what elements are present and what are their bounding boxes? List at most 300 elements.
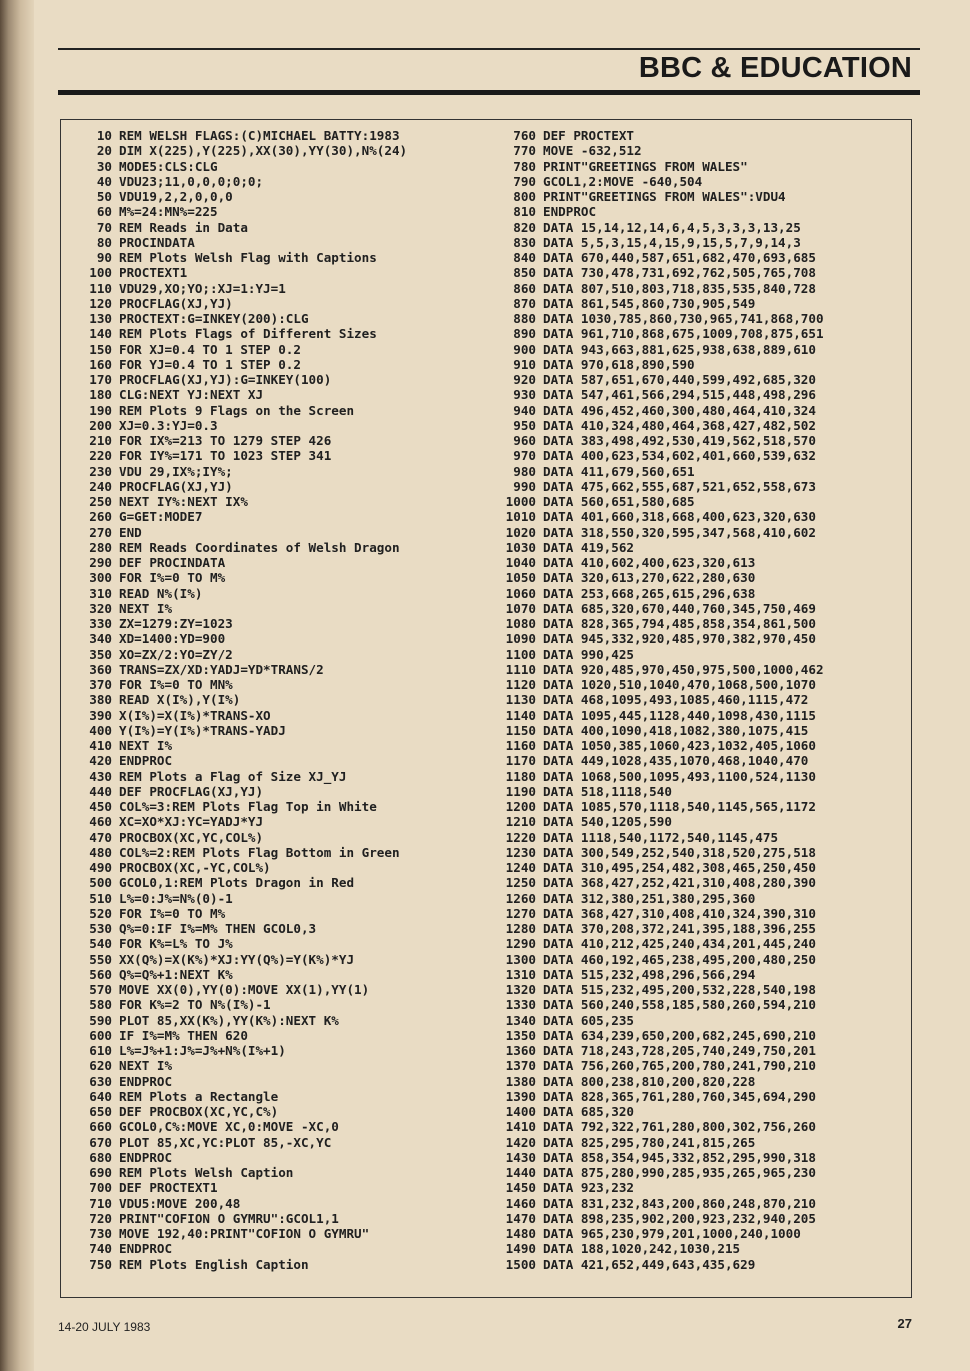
code-line bbox=[494, 662, 824, 677]
line-number: 400 bbox=[89, 722, 112, 738]
line-statement: MOVE XX(0),YY(0):MOVE XX(1),YY(1) bbox=[119, 982, 370, 997]
line-number: 1080 bbox=[505, 616, 536, 631]
line-statement: MOVE -632,512 bbox=[543, 143, 642, 159]
line-number: 970 bbox=[513, 448, 536, 464]
code-line bbox=[494, 220, 824, 235]
code-line bbox=[494, 143, 824, 158]
code-line bbox=[70, 616, 407, 631]
line-number: 270 bbox=[89, 524, 112, 540]
line-number: 1310 bbox=[505, 966, 536, 982]
line-statement: REM Plots Welsh Flag with Captions bbox=[119, 250, 377, 265]
code-line bbox=[70, 1089, 407, 1104]
line-statement: PROCFLAG(XJ,YJ) bbox=[119, 478, 233, 494]
line-statement: DATA 370,208,372,241,395,188,396,255 bbox=[543, 921, 816, 936]
line-number: 220 bbox=[89, 448, 112, 464]
line-statement: DEF PROCBOX(XC,YC,C%) bbox=[119, 1104, 279, 1119]
line-number: 430 bbox=[89, 768, 112, 784]
code-line bbox=[70, 891, 407, 906]
line-number: 700 bbox=[89, 1180, 112, 1196]
code-line bbox=[70, 860, 407, 875]
line-number: 900 bbox=[513, 341, 536, 357]
line-number: 680 bbox=[89, 1149, 112, 1165]
code-line bbox=[494, 601, 824, 616]
code-line bbox=[70, 220, 407, 235]
line-number: 560 bbox=[89, 966, 112, 982]
line-number: 1140 bbox=[505, 707, 536, 723]
line-statement: PROCBOX(XC,-YC,COL%) bbox=[119, 860, 271, 875]
line-number: 1050 bbox=[505, 570, 536, 586]
line-statement: FOR I%=0 TO M% bbox=[119, 905, 226, 921]
code-line bbox=[494, 891, 824, 906]
line-statement: REM WELSH FLAGS:(C)MICHAEL BATTY:1983 bbox=[119, 128, 400, 143]
code-line bbox=[70, 159, 407, 174]
line-statement: DATA 685,320 bbox=[543, 1104, 634, 1119]
line-number: 1110 bbox=[505, 661, 536, 677]
code-line bbox=[494, 128, 824, 143]
line-number: 1100 bbox=[505, 646, 536, 662]
line-number: 500 bbox=[89, 875, 112, 891]
code-line bbox=[70, 723, 407, 738]
code-line bbox=[494, 1226, 824, 1241]
code-line bbox=[70, 647, 407, 662]
line-number: 1180 bbox=[505, 768, 536, 784]
code-line bbox=[494, 479, 824, 494]
line-number: 550 bbox=[89, 951, 112, 967]
line-statement: L%=J%+1:J%=J%+N%(I%+1) bbox=[119, 1043, 286, 1058]
code-line bbox=[494, 281, 824, 296]
code-line bbox=[494, 448, 824, 463]
line-statement: DATA 468,1095,493,1085,460,1115,472 bbox=[543, 692, 809, 708]
code-line bbox=[70, 601, 407, 616]
line-number: 410 bbox=[89, 738, 112, 753]
line-number: 1290 bbox=[505, 936, 536, 952]
line-number: 1420 bbox=[505, 1134, 536, 1150]
listing-column-right bbox=[494, 128, 824, 1272]
page-number: 27 bbox=[897, 1316, 912, 1331]
code-line bbox=[70, 830, 407, 845]
code-line bbox=[70, 784, 407, 799]
line-number: 920 bbox=[513, 372, 536, 387]
code-line bbox=[494, 204, 824, 219]
line-statement: GCOL0,C%:MOVE XC,0:MOVE -XC,0 bbox=[119, 1119, 339, 1135]
code-line bbox=[494, 936, 824, 951]
line-statement: DATA 756,260,765,200,780,241,790,210 bbox=[543, 1058, 816, 1074]
code-line bbox=[494, 1074, 824, 1089]
line-statement: DATA 515,232,498,296,566,294 bbox=[543, 966, 756, 982]
line-number: 1460 bbox=[505, 1195, 536, 1211]
line-statement: DATA 861,545,860,730,905,549 bbox=[543, 295, 756, 311]
code-line bbox=[494, 159, 824, 174]
line-number: 1300 bbox=[505, 951, 536, 967]
line-number: 1440 bbox=[505, 1165, 536, 1180]
line-statement: CLG:NEXT YJ:NEXT XJ bbox=[119, 387, 264, 403]
code-line bbox=[70, 296, 407, 311]
line-statement: REM Plots Flags of Different Sizes bbox=[119, 326, 377, 342]
line-statement: GCOL0,1:REM Plots Dragon in Red bbox=[119, 875, 355, 891]
line-number: 1270 bbox=[505, 905, 536, 921]
code-line bbox=[494, 525, 824, 540]
code-line bbox=[494, 952, 824, 967]
line-number: 730 bbox=[89, 1226, 112, 1241]
line-number: 640 bbox=[89, 1088, 112, 1104]
line-number: 1170 bbox=[505, 753, 536, 769]
line-statement: DATA 410,324,480,464,368,427,482,502 bbox=[543, 417, 816, 433]
line-number: 190 bbox=[89, 402, 112, 418]
line-statement: PLOT 85,XX(K%),YY(K%):NEXT K% bbox=[119, 1012, 339, 1028]
code-line bbox=[494, 1257, 824, 1272]
line-statement: XO=ZX/2:YO=ZY/2 bbox=[119, 646, 233, 662]
code-line bbox=[494, 494, 824, 509]
line-statement: DATA 858,354,945,332,852,295,990,318 bbox=[543, 1149, 816, 1165]
code-line bbox=[494, 997, 824, 1012]
line-number: 1230 bbox=[505, 844, 536, 860]
line-number: 1030 bbox=[505, 539, 536, 555]
line-statement: MODE5:CLS:CLG bbox=[119, 158, 218, 174]
line-number: 1450 bbox=[505, 1180, 536, 1196]
code-line bbox=[494, 677, 824, 692]
code-line bbox=[70, 265, 407, 280]
code-line bbox=[70, 189, 407, 204]
line-statement: VDU19,2,2,0,0,0 bbox=[119, 189, 233, 204]
code-line bbox=[494, 860, 824, 875]
line-statement: NEXT I% bbox=[119, 738, 173, 753]
code-line bbox=[494, 845, 824, 860]
section-title: BBC & EDUCATION bbox=[638, 52, 912, 84]
code-line bbox=[494, 723, 824, 738]
line-statement: COL%=3:REM Plots Flag Top in White bbox=[119, 799, 377, 814]
line-statement: FOR I%=0 TO M% bbox=[119, 570, 226, 586]
line-statement: DEF PROCINDATA bbox=[119, 555, 226, 570]
line-statement: DATA 400,623,534,602,401,660,539,632 bbox=[543, 448, 816, 464]
line-number: 1160 bbox=[505, 738, 536, 753]
line-number: 230 bbox=[89, 463, 112, 479]
line-statement: ENDPROC bbox=[119, 1149, 173, 1165]
line-statement: XJ=0.3:YJ=0.3 bbox=[119, 417, 218, 433]
line-statement: DATA 792,322,761,280,800,302,756,260 bbox=[543, 1119, 816, 1135]
line-statement: DATA 318,550,320,595,347,568,410,602 bbox=[543, 524, 816, 540]
line-statement: M%=24:MN%=225 bbox=[119, 204, 218, 220]
line-statement: ZX=1279:ZY=1023 bbox=[119, 616, 233, 631]
code-line bbox=[70, 1013, 407, 1028]
line-number: 100 bbox=[89, 265, 112, 281]
line-number: 710 bbox=[89, 1195, 112, 1211]
line-statement: DATA 970,618,890,590 bbox=[543, 356, 695, 372]
line-statement: COL%=2:REM Plots Flag Bottom in Green bbox=[119, 844, 400, 860]
line-number: 570 bbox=[89, 982, 112, 997]
line-number: 210 bbox=[89, 433, 112, 448]
code-line bbox=[70, 708, 407, 723]
line-number: 310 bbox=[89, 585, 112, 601]
line-statement: DATA 875,280,990,285,935,265,965,230 bbox=[543, 1165, 816, 1180]
line-number: 340 bbox=[89, 631, 112, 647]
line-number: 1470 bbox=[505, 1210, 536, 1226]
line-number: 1190 bbox=[505, 783, 536, 799]
code-line bbox=[494, 250, 824, 265]
code-line bbox=[494, 708, 824, 723]
line-number: 120 bbox=[89, 295, 112, 311]
code-line bbox=[70, 250, 407, 265]
code-line bbox=[70, 967, 407, 982]
line-number: 610 bbox=[89, 1043, 112, 1058]
line-statement: Q%=0:IF I%=M% THEN GCOL0,3 bbox=[119, 921, 317, 936]
line-number: 830 bbox=[513, 234, 536, 250]
code-line bbox=[494, 342, 824, 357]
line-number: 1430 bbox=[505, 1149, 536, 1165]
code-line bbox=[70, 936, 407, 951]
code-line bbox=[70, 1180, 407, 1195]
line-statement: XC=XO*XJ:YC=YADJ*YJ bbox=[119, 814, 264, 830]
code-line bbox=[494, 1013, 824, 1028]
line-number: 380 bbox=[89, 692, 112, 708]
code-line bbox=[70, 143, 407, 158]
line-statement: REM Reads Coordinates of Welsh Dragon bbox=[119, 539, 400, 555]
line-statement: DATA 1085,570,1118,540,1145,565,1172 bbox=[543, 799, 816, 814]
line-number: 1350 bbox=[505, 1027, 536, 1043]
line-statement: REM Plots 9 Flags on the Screen bbox=[119, 402, 355, 418]
code-line bbox=[70, 479, 407, 494]
code-line bbox=[494, 982, 824, 997]
code-line bbox=[494, 1180, 824, 1195]
code-line bbox=[494, 799, 824, 814]
line-statement: DATA 685,320,670,440,760,345,750,469 bbox=[543, 600, 816, 616]
line-statement: PROCBOX(XC,YC,COL%) bbox=[119, 829, 264, 845]
line-statement: REM Plots a Rectangle bbox=[119, 1088, 279, 1104]
line-number: 960 bbox=[513, 433, 536, 448]
line-number: 1370 bbox=[505, 1058, 536, 1074]
line-statement: VDU29,XO;YO;:XJ=1:YJ=1 bbox=[119, 280, 286, 296]
code-line bbox=[70, 677, 407, 692]
line-statement: FOR K%=L% TO J% bbox=[119, 936, 233, 952]
line-statement: DATA 828,365,794,485,858,354,861,500 bbox=[543, 616, 816, 631]
line-statement: DEF PROCTEXT1 bbox=[119, 1180, 218, 1196]
line-statement: DATA 188,1020,242,1030,215 bbox=[543, 1241, 741, 1257]
code-line bbox=[494, 265, 824, 280]
code-line bbox=[70, 464, 407, 479]
line-number: 1400 bbox=[505, 1104, 536, 1119]
code-line bbox=[494, 906, 824, 921]
line-number: 1130 bbox=[505, 692, 536, 708]
code-line bbox=[70, 906, 407, 921]
line-statement: DATA 1020,510,1040,470,1068,500,1070 bbox=[543, 677, 816, 692]
line-number: 40 bbox=[96, 173, 112, 189]
line-number: 300 bbox=[89, 570, 112, 586]
line-number: 280 bbox=[89, 539, 112, 555]
line-statement: TRANS=ZX/XD:YADJ=YD*TRANS/2 bbox=[119, 661, 324, 677]
code-line bbox=[70, 738, 407, 753]
line-statement: DIM X(225),Y(225),XX(30),YY(30),N%(24) bbox=[119, 143, 408, 159]
line-statement: DATA 312,380,251,380,295,360 bbox=[543, 890, 756, 906]
line-statement: DATA 898,235,902,200,923,232,940,205 bbox=[543, 1210, 816, 1226]
line-statement: ENDPROC bbox=[543, 204, 597, 220]
line-statement: PROCTEXT1 bbox=[119, 265, 188, 281]
code-line bbox=[494, 1241, 824, 1256]
line-statement: G=GET:MODE7 bbox=[119, 509, 203, 525]
line-statement: DATA 945,332,920,485,970,382,970,450 bbox=[543, 631, 816, 647]
line-statement: DATA 5,5,3,15,4,15,9,15,5,7,9,14,3 bbox=[543, 234, 801, 250]
code-line bbox=[70, 204, 407, 219]
line-number: 760 bbox=[513, 128, 536, 143]
line-number: 1200 bbox=[505, 799, 536, 814]
code-line bbox=[494, 1135, 824, 1150]
line-statement: REM Plots Welsh Caption bbox=[119, 1165, 294, 1180]
code-line bbox=[70, 311, 407, 326]
line-statement: X(I%)=X(I%)*TRANS-XO bbox=[119, 707, 271, 723]
line-number: 990 bbox=[513, 478, 536, 494]
line-statement: FOR IY%=171 TO 1023 STEP 341 bbox=[119, 448, 332, 464]
line-statement: DATA 828,365,761,280,760,345,694,290 bbox=[543, 1088, 816, 1104]
code-line bbox=[494, 1058, 824, 1073]
code-line bbox=[70, 1226, 407, 1241]
page-spine-shadow bbox=[0, 0, 34, 1371]
code-line bbox=[70, 1058, 407, 1073]
line-number: 130 bbox=[89, 311, 112, 326]
code-line bbox=[70, 799, 407, 814]
line-number: 180 bbox=[89, 387, 112, 403]
line-statement: DATA 547,461,566,294,515,448,498,296 bbox=[543, 387, 816, 403]
line-statement: DATA 1118,540,1172,540,1145,475 bbox=[543, 829, 779, 845]
line-number: 460 bbox=[89, 814, 112, 830]
line-number: 50 bbox=[96, 189, 112, 204]
code-line bbox=[70, 1074, 407, 1089]
line-statement: PROCFLAG(XJ,YJ):G=INKEY(100) bbox=[119, 372, 332, 387]
line-number: 750 bbox=[89, 1256, 112, 1272]
line-number: 1070 bbox=[505, 600, 536, 616]
line-number: 600 bbox=[89, 1027, 112, 1043]
line-number: 950 bbox=[513, 417, 536, 433]
line-statement: DATA 400,1090,418,1082,380,1075,415 bbox=[543, 722, 809, 738]
line-statement: PRINT"GREETINGS FROM WALES" bbox=[543, 158, 748, 174]
code-line bbox=[70, 875, 407, 890]
line-number: 160 bbox=[89, 356, 112, 372]
line-statement: Y(I%)=Y(I%)*TRANS-YADJ bbox=[119, 722, 286, 738]
line-statement: DATA 1050,385,1060,423,1032,405,1060 bbox=[543, 738, 816, 753]
line-statement: REM Plots English Caption bbox=[119, 1256, 309, 1272]
line-statement: DATA 401,660,318,668,400,623,320,630 bbox=[543, 509, 816, 525]
line-number: 800 bbox=[513, 189, 536, 204]
code-line bbox=[70, 1257, 407, 1272]
line-statement: DATA 560,240,558,185,580,260,594,210 bbox=[543, 997, 816, 1013]
line-statement: FOR YJ=0.4 TO 1 STEP 0.2 bbox=[119, 356, 301, 372]
line-number: 240 bbox=[89, 478, 112, 494]
line-statement: DATA 300,549,252,540,318,520,275,518 bbox=[543, 844, 816, 860]
code-line bbox=[70, 1104, 407, 1119]
code-line bbox=[70, 1119, 407, 1134]
line-number: 1500 bbox=[505, 1256, 536, 1272]
line-statement: PROCFLAG(XJ,YJ) bbox=[119, 295, 233, 311]
line-statement: DATA 475,662,555,687,521,652,558,673 bbox=[543, 478, 816, 494]
line-number: 650 bbox=[89, 1104, 112, 1119]
line-statement: DATA 449,1028,435,1070,468,1040,470 bbox=[543, 753, 809, 769]
line-number: 70 bbox=[96, 219, 112, 235]
line-statement: FOR I%=0 TO MN% bbox=[119, 677, 233, 692]
line-statement: L%=0:J%=N%(0)-1 bbox=[119, 890, 233, 906]
line-statement: DATA 990,425 bbox=[543, 646, 634, 662]
line-number: 150 bbox=[89, 341, 112, 357]
line-number: 1360 bbox=[505, 1043, 536, 1058]
code-line bbox=[70, 403, 407, 418]
line-statement: DATA 670,440,587,651,682,470,693,685 bbox=[543, 250, 816, 265]
code-line bbox=[70, 769, 407, 784]
code-line bbox=[494, 540, 824, 555]
line-number: 1090 bbox=[505, 631, 536, 647]
code-line bbox=[70, 555, 407, 570]
line-number: 1320 bbox=[505, 982, 536, 997]
line-statement: DATA 730,478,731,692,762,505,765,708 bbox=[543, 265, 816, 281]
code-line bbox=[70, 1165, 407, 1180]
line-statement: DATA 923,232 bbox=[543, 1180, 634, 1196]
line-statement: XD=1400:YD=900 bbox=[119, 631, 226, 647]
code-line bbox=[494, 174, 824, 189]
line-number: 820 bbox=[513, 219, 536, 235]
line-statement: IF I%=M% THEN 620 bbox=[119, 1027, 248, 1043]
code-line bbox=[70, 174, 407, 189]
line-statement: NEXT IY%:NEXT IX% bbox=[119, 494, 248, 509]
line-number: 490 bbox=[89, 860, 112, 875]
line-number: 870 bbox=[513, 295, 536, 311]
line-number: 480 bbox=[89, 844, 112, 860]
code-line bbox=[70, 1043, 407, 1058]
line-number: 1250 bbox=[505, 875, 536, 891]
line-statement: XX(Q%)=X(K%)*XJ:YY(Q%)=Y(K%)*YJ bbox=[119, 951, 355, 967]
code-line bbox=[70, 753, 407, 768]
line-number: 1010 bbox=[505, 509, 536, 525]
code-line bbox=[494, 570, 824, 585]
line-statement: PROCTEXT:G=INKEY(200):CLG bbox=[119, 311, 309, 326]
line-number: 260 bbox=[89, 509, 112, 525]
line-number: 510 bbox=[89, 890, 112, 906]
code-line bbox=[70, 692, 407, 707]
code-line bbox=[494, 1196, 824, 1211]
code-line bbox=[494, 1089, 824, 1104]
code-line bbox=[70, 433, 407, 448]
code-line bbox=[70, 570, 407, 585]
line-statement: PRINT"COFION O GYMRU":GCOL1,1 bbox=[119, 1210, 339, 1226]
line-number: 1060 bbox=[505, 585, 536, 601]
line-number: 1020 bbox=[505, 524, 536, 540]
line-number: 940 bbox=[513, 402, 536, 418]
line-number: 1280 bbox=[505, 921, 536, 936]
line-statement: REM Plots a Flag of Size XJ_YJ bbox=[119, 768, 347, 784]
code-line bbox=[70, 845, 407, 860]
line-statement: DATA 310,495,254,482,308,465,250,450 bbox=[543, 860, 816, 875]
code-line bbox=[70, 387, 407, 402]
code-line bbox=[494, 875, 824, 890]
line-number: 1340 bbox=[505, 1012, 536, 1028]
line-statement: FOR IX%=213 TO 1279 STEP 426 bbox=[119, 433, 332, 448]
code-line bbox=[70, 128, 407, 143]
line-statement: DATA 383,498,492,530,419,562,518,570 bbox=[543, 433, 816, 448]
code-line bbox=[494, 616, 824, 631]
code-line bbox=[70, 1028, 407, 1043]
code-line bbox=[494, 235, 824, 250]
line-number: 440 bbox=[89, 783, 112, 799]
code-line bbox=[494, 814, 824, 829]
line-statement: DATA 825,295,780,241,815,265 bbox=[543, 1134, 756, 1150]
code-line bbox=[70, 1241, 407, 1256]
header-rule-bottom bbox=[58, 90, 920, 95]
line-number: 330 bbox=[89, 616, 112, 631]
line-number: 80 bbox=[96, 234, 112, 250]
line-statement: DATA 496,452,460,300,480,464,410,324 bbox=[543, 402, 816, 418]
code-line bbox=[494, 555, 824, 570]
line-number: 170 bbox=[89, 372, 112, 387]
line-statement: DATA 518,1118,540 bbox=[543, 783, 672, 799]
code-line bbox=[70, 418, 407, 433]
line-number: 530 bbox=[89, 921, 112, 936]
line-number: 350 bbox=[89, 646, 112, 662]
code-line bbox=[70, 372, 407, 387]
code-line bbox=[70, 342, 407, 357]
